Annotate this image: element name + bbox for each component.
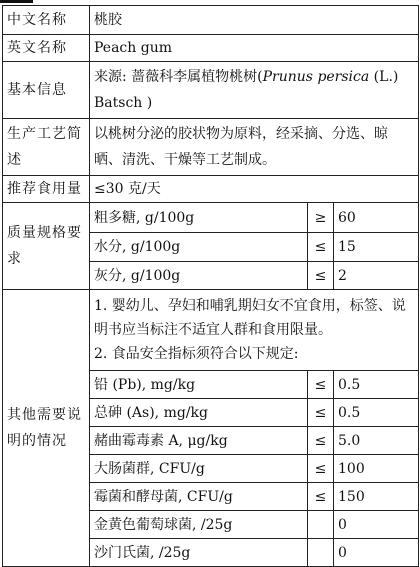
safety-item-name: 霉菌和酵母菌, CFU/g — [90, 483, 308, 511]
other-label: 其他需要说明的情况 — [3, 290, 90, 567]
safety-item-value: 100 — [334, 455, 419, 483]
latin-name: Prunus persica — [262, 69, 370, 85]
safety-item-value: 5.0 — [334, 427, 419, 455]
safety-item-op: ≤ — [308, 399, 334, 427]
process-value: 以桃树分泌的胶状物为原料，经采摘、分选、晾晒、清洗、干燥等工艺制成。 — [90, 119, 419, 176]
quality-item-value: 60 — [334, 203, 419, 233]
quality-item-name: 粗多糖, g/100g — [90, 203, 308, 233]
safety-item-op — [308, 511, 334, 539]
safety-item-name: 金黄色葡萄球菌, /25g — [90, 511, 308, 539]
source-prefix: 来源: 蔷薇科李属植物桃树( — [94, 69, 263, 85]
other-notes — [90, 290, 419, 371]
safety-item-name: 铅 (Pb), mg/kg — [90, 371, 308, 399]
row-basic-info — [3, 62, 419, 119]
quality-label: 质量规格要求 — [3, 203, 90, 290]
safety-item-value: 0.5 — [334, 399, 419, 427]
quality-row — [3, 203, 419, 233]
dosage-value: ≤30 克/天 — [90, 176, 419, 203]
quality-item-value: 2 — [334, 262, 419, 290]
chinese-name-label: 中文名称 — [3, 6, 90, 35]
spec-table — [2, 5, 419, 567]
note-1: 1. 婴幼儿、孕妇和哺乳期妇女不宜食用，标签、说明书应当标注不适宜人群和食用限量。 — [94, 298, 406, 338]
note-2: 2. 食品安全指标须符合以下规定: — [94, 346, 299, 362]
quality-item-op: ≤ — [308, 262, 334, 290]
safety-item-name: 大肠菌群, CFU/g — [90, 455, 308, 483]
safety-item-value: 0.5 — [334, 371, 419, 399]
row-chinese-name — [3, 6, 419, 35]
row-other-notes — [3, 290, 419, 371]
safety-item-op: ≤ — [308, 455, 334, 483]
safety-item-op: ≤ — [308, 371, 334, 399]
basic-info-label: 基本信息 — [3, 62, 90, 119]
source-suffix: (L.) Batsch ) — [94, 69, 399, 111]
dosage-label: 推荐食用量 — [3, 176, 90, 203]
safety-item-value: 0 — [334, 539, 419, 567]
quality-item-name: 灰分, g/100g — [90, 262, 308, 290]
row-english-name — [3, 35, 419, 62]
safety-item-op — [308, 539, 334, 567]
quality-item-op: ≥ — [308, 203, 334, 233]
row-dosage — [3, 176, 419, 203]
row-process — [3, 119, 419, 176]
process-label: 生产工艺简述 — [3, 119, 90, 176]
english-name-label: 英文名称 — [3, 35, 90, 62]
quality-item-value: 15 — [334, 233, 419, 262]
quality-item-op: ≤ — [308, 233, 334, 262]
safety-item-name: 赭曲霉毒素 A, μg/kg — [90, 427, 308, 455]
chinese-name-value: 桃胶 — [90, 6, 419, 35]
safety-item-value: 150 — [334, 483, 419, 511]
safety-item-name: 沙门氏菌, /25g — [90, 539, 308, 567]
english-name-value: Peach gum — [90, 35, 419, 62]
safety-item-op: ≤ — [308, 427, 334, 455]
safety-item-value: 0 — [334, 511, 419, 539]
basic-info-value — [90, 62, 419, 119]
quality-item-name: 水分, g/100g — [90, 233, 308, 262]
safety-item-name: 总砷 (As), mg/kg — [90, 399, 308, 427]
safety-item-op: ≤ — [308, 483, 334, 511]
